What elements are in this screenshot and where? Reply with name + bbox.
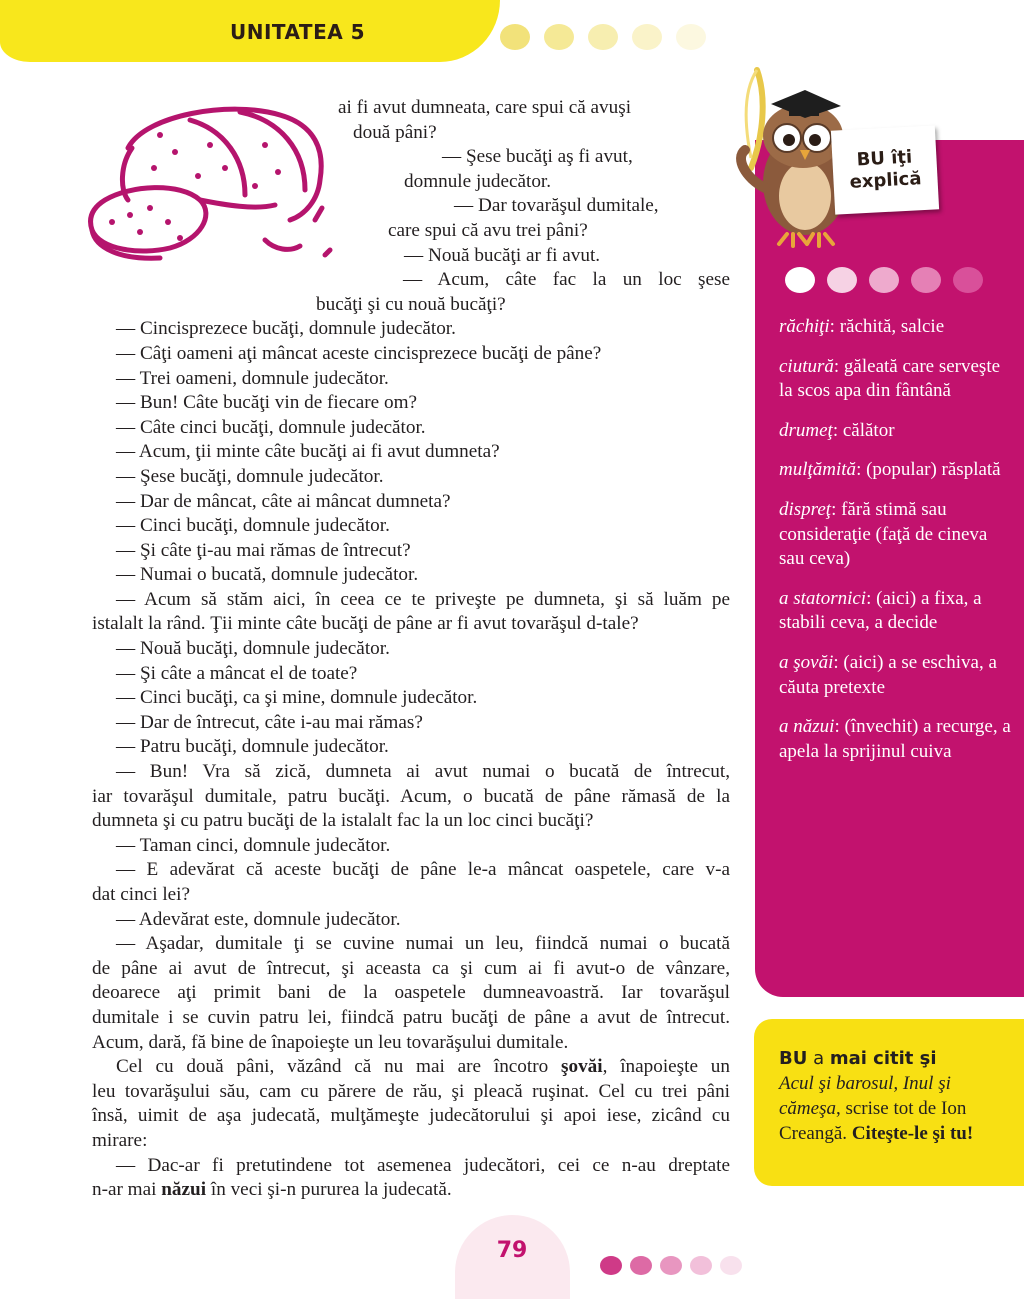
story-text-fragment: Cel cu două pâni, văzând că nu mai are încotro (116, 1056, 562, 1078)
story-text-fragment: — Dac-ar fi pretutindene tot asemenea judecători, cei ce n-au dreptate (116, 1154, 730, 1176)
story-text-fragment: — Nouă bucăţi ar fi avut. (404, 244, 601, 266)
decorative-dot (660, 1256, 682, 1275)
story-line (92, 440, 730, 465)
bu-explains-card (831, 125, 939, 214)
glossary-entry (779, 651, 1011, 700)
unit-title: UNITATEA 5 (230, 20, 366, 44)
story-text-fragment: care spui că avu trei pâni? (388, 219, 588, 241)
glossary-definition: : răchită, salcie (829, 316, 945, 337)
glossary-definition: : călător (832, 419, 895, 441)
decorative-dot (911, 267, 941, 293)
reading-title (779, 1046, 1014, 1071)
story-text-fragment: bucăţi şi cu nouă bucăţi? (316, 293, 506, 315)
story-text-fragment: — Câţi oameni aţi mâncat aceste cincisprezece bucăţi de pâne? (116, 342, 602, 364)
story-text-fragment: — Şese bucăţi, domnule judecător. (116, 465, 384, 487)
story-line (92, 760, 730, 785)
story-line (92, 735, 730, 760)
story-text-fragment: două pâni? (353, 121, 437, 143)
reading-books: Acul şi barosul, Inul şi cămeşa (779, 1073, 951, 1119)
story-text-fragment: în veci şi-n pururea la judecată. (206, 1179, 452, 1201)
story-text-fragment: domnule judecător. (404, 170, 552, 192)
story-text-fragment: — Numai o bucată, domnule judecător. (116, 564, 419, 586)
decorative-dots-sidebar (785, 267, 983, 293)
decorative-dot (632, 24, 662, 50)
story-line (92, 858, 730, 883)
story-text-fragment: — Trei oameni, domnule judecător. (116, 367, 389, 389)
story-line (92, 539, 730, 564)
story-text-fragment: — Cincisprezece bucăţi, domnule judecător. (116, 318, 456, 340)
story-line (92, 219, 730, 244)
reading-title-rest: mai citit şi (829, 1048, 937, 1069)
story-text-fragment: — Acum, câte fac la un loc şese (403, 269, 730, 291)
story-line (92, 416, 730, 441)
story-line (92, 465, 730, 490)
glossary-list (779, 315, 1011, 779)
glossary-term: răchiţi (779, 316, 830, 337)
story-line (92, 244, 730, 269)
story-text-fragment: — Bun! Vra să zică, dumneta ai avut numai o bucată de întrecut, (116, 761, 730, 783)
story-line (92, 1031, 730, 1056)
story-text-fragment: ai fi avut dumneata, care spui că avuşi (338, 97, 632, 118)
decorative-dot (630, 1256, 652, 1275)
glossary-entry (779, 715, 1011, 764)
story-line (92, 637, 730, 662)
decorative-dot (500, 24, 530, 50)
story-text-fragment: — Adevărat este, domnule judecător. (116, 908, 401, 930)
story-text-fragment: — Cinci bucăţi, domnule judecător. (116, 515, 390, 537)
story-text-fragment: — Acum să stăm aici, în ceea ce te priveşte pe dumneta, şi să luăm pe (116, 588, 730, 610)
story-text (92, 96, 730, 1203)
story-line (92, 514, 730, 539)
story-line (92, 96, 730, 121)
story-line (92, 1104, 730, 1129)
story-text-fragment: iar tovarăşul dumitale, patru bucăţi. Acum, o bucată de pâne rămasă de la (92, 785, 730, 807)
story-line (92, 317, 730, 342)
story-line (92, 686, 730, 711)
story-text-fragment: dumneta şi cu patru bucăţi de la istalalt fac la un loc cinci bucăţi? (92, 810, 594, 832)
story-text-fragment: dat cinci lei? (92, 884, 191, 905)
reading-prefix: BU (779, 1048, 808, 1069)
glossary-definition: : găleată care serveşte la scos apa din fântână (779, 355, 1001, 402)
glossary-entry (779, 498, 1011, 572)
story-line (92, 1129, 730, 1154)
story-line (92, 121, 730, 146)
glossary-entry (779, 355, 1011, 404)
glossary-term: a statornici (779, 587, 867, 609)
story-text-fragment: dumitale i se cuvin patru lei, fiindcă patru bucăţi de pâne a avut de întrecut. (92, 1006, 730, 1028)
story-text-fragment: — Bun! Câte bucăţi vin de fiecare om? (116, 392, 418, 414)
story-text-fragment: — E adevărat că aceste bucăţi de pâne le-a mâncat oaspetele, care v-a (116, 859, 730, 881)
glossary-term: a şovăi (779, 651, 834, 673)
story-line (92, 1178, 730, 1203)
story-line (92, 1080, 730, 1105)
decorative-dot (544, 24, 574, 50)
decorative-dots-top (500, 24, 706, 50)
page-number: 79 (496, 1238, 528, 1263)
story-text-fragment: însă, uimit de aşa judecată, mulţămeşte judecătorului şi apoi iese, zicând cu (92, 1105, 730, 1127)
story-text-fragment: de pâne ai avut de întrecut, şi aceasta ca şi cum ai fi avut-o de vânzare, (92, 957, 730, 979)
story-text-fragment: leu tovarăşului său, cam cu părere de rău, şi pleacă ruşinat. Cel cu trei pâni (92, 1080, 730, 1102)
glossary-term: dispreţ (779, 498, 832, 520)
story-text-fragment: — Acum, ţii minte câte bucăţi ai fi avut dumneta? (116, 441, 500, 463)
story-text-fragment: — Patru bucăţi, domnule judecător. (116, 736, 389, 758)
story-line (92, 490, 730, 515)
story-text-fragment: — Şi câte a mâncat el de toate? (116, 662, 358, 684)
story-text-fragment: — Nouă bucăţi, domnule judecător. (116, 638, 390, 660)
story-text-fragment: — Şi câte ţi-au mai rămas de întrecut? (116, 539, 411, 561)
story-line (92, 908, 730, 933)
glossary-term: ciutură (779, 355, 834, 377)
story-text-fragment: , înapoieşte un (602, 1056, 730, 1078)
story-text-fragment: istalalt la rând. Ţii minte câte bucăţi de pâne ar fi avut tovarăşul d-tale? (92, 613, 639, 635)
story-line (92, 809, 730, 834)
decorative-dot (676, 24, 706, 50)
glossary-term-highlight: năzui (161, 1179, 207, 1201)
story-text-fragment: deoarece aţi primit bani de la oaspetele dumneavoastră. Iar tovarăşul (92, 982, 730, 1004)
story-line (92, 563, 730, 588)
decorative-dot (827, 267, 857, 293)
decorative-dot (600, 1256, 622, 1275)
glossary-term: drumeţ (779, 419, 833, 441)
decorative-dots-bottom (600, 1256, 742, 1275)
story-text-fragment: — Câte cinci bucăţi, domnule judecător. (116, 416, 426, 438)
story-line (92, 785, 730, 810)
bu-card-line1: BU îţi (856, 146, 913, 171)
glossary-term: a năzui (779, 716, 835, 738)
glossary-entry (779, 458, 1011, 483)
glossary-definition: : (popular) răsplată (856, 459, 1001, 481)
story-text-fragment: — Şese bucăţi aş fi avut, (442, 146, 633, 168)
story-text-fragment: — Dar tovarăşul dumitale, (454, 195, 659, 217)
glossary-entry (779, 587, 1011, 636)
story-line (92, 932, 730, 957)
decorative-dot (588, 24, 618, 50)
story-text-fragment: n-ar mai (92, 1179, 162, 1201)
story-line (92, 391, 730, 416)
decorative-dot (785, 267, 815, 293)
story-line (92, 883, 730, 908)
story-line (92, 1154, 730, 1179)
story-line (92, 588, 730, 613)
glossary-term: mulţămită (779, 459, 857, 481)
story-line (92, 342, 730, 367)
reading-call-to-action: Citeşte-le şi tu! (851, 1123, 974, 1144)
story-line (92, 293, 730, 318)
bu-card-line2: explică (849, 168, 922, 193)
story-text-fragment: — Cinci bucăţi, ca şi mine, domnule judecător. (116, 687, 478, 709)
decorative-dot (953, 267, 983, 293)
decorative-dot (690, 1256, 712, 1275)
story-line (92, 170, 730, 195)
reading-recommendation-text (779, 1046, 1014, 1146)
story-line (92, 981, 730, 1006)
decorative-dot (869, 267, 899, 293)
glossary-definition: : (aici) a fixa, a stabili ceva, a decide (779, 587, 982, 634)
reading-suffix: , scrise tot de Ion Creangă. (779, 1098, 967, 1144)
story-line (92, 194, 730, 219)
story-line (92, 1055, 730, 1080)
story-text-fragment: — Aşadar, dumitale ţi se cuvine numai un leu, fiindcă numai o bucată (116, 933, 730, 955)
glossary-entry (779, 315, 1011, 340)
story-text-fragment: Acum, dară, fă bine de înapoieşte un leu tovarăşului dumitale. (92, 1031, 569, 1053)
story-line (92, 268, 730, 293)
glossary-term-highlight: şovăi (561, 1056, 603, 1078)
story-line (92, 662, 730, 687)
story-line (92, 1006, 730, 1031)
glossary-definition: : (învechit) a recurge, a apela la sprijinul cuiva (779, 716, 1011, 762)
story-text-fragment: — Dar de mâncat, câte ai mâncat dumneta? (116, 490, 451, 512)
glossary-definition: : fără stimă sau consideraţie (faţă de cineva sau ceva) (779, 498, 988, 570)
reading-middle: a (807, 1048, 830, 1069)
story-line (92, 957, 730, 982)
glossary-definition: : (aici) a se eschiva, a căuta pretexte (779, 651, 997, 698)
story-text-fragment: mirare: (92, 1129, 148, 1151)
decorative-dot (720, 1256, 742, 1275)
story-line (92, 612, 730, 637)
story-line (92, 367, 730, 392)
glossary-entry (779, 419, 1011, 444)
story-text-fragment: — Dar de întrecut, câte i-au mai rămas? (116, 711, 423, 733)
story-line (92, 145, 730, 170)
story-text-fragment: — Taman cinci, domnule judecător. (116, 834, 391, 856)
story-line (92, 711, 730, 736)
story-line (92, 834, 730, 859)
